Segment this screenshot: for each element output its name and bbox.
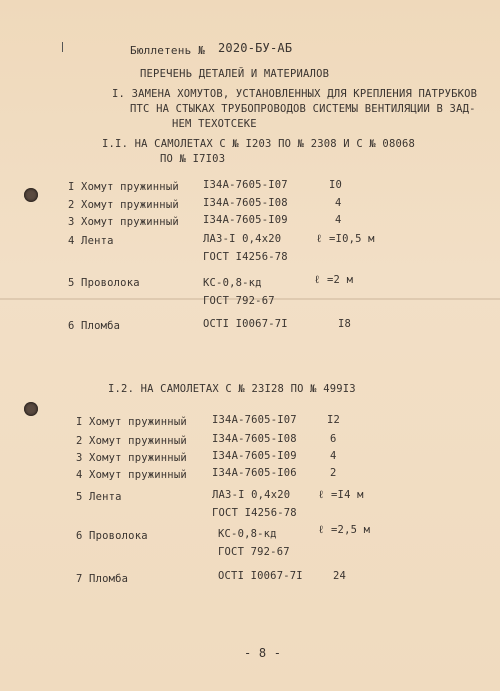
item-name: 3 Хомут пружинный — [68, 216, 179, 228]
item-spec: ЛАЗ-I 0,4х20 — [203, 233, 282, 245]
item-spec: I34А-7605-I09 — [212, 450, 297, 462]
item-qty: I2 — [327, 414, 341, 426]
item-name: 5 Лента — [76, 491, 122, 503]
punch-hole — [24, 188, 38, 202]
subsection-title: ПО № I7I03 — [160, 153, 226, 165]
item-qty: 4 — [330, 450, 337, 462]
item-name: 4 Лента — [68, 235, 114, 247]
item-spec: I34А-7605-I07 — [212, 414, 297, 426]
item-spec: I34А-7605-I08 — [212, 433, 297, 445]
section-title-line: I. ЗАМЕНА ХОМУТОВ, УСТАНОВЛЕННЫХ ДЛЯ КРЕПЛЕНИЯ ПАТРУБКОВ — [112, 88, 478, 100]
item-spec: I34А-7605-I08 — [203, 197, 288, 209]
item-spec: I34А-7605-I09 — [203, 214, 288, 226]
item-name: I Хомут пружинный — [68, 181, 179, 193]
item-qty: I0 — [329, 179, 343, 191]
item-qty: ℓ =2,5 м — [318, 524, 371, 536]
item-qty: ℓ =I0,5 м — [316, 233, 375, 245]
section-title-line: НЕМ ТЕХОТСЕКЕ — [172, 118, 257, 130]
item-name: 7 Пломба — [76, 573, 129, 585]
item-name: 6 Пломба — [68, 320, 121, 332]
item-name: 4 Хомут пружинный — [76, 469, 187, 481]
item-standard: ГОСТ 792-67 — [203, 295, 275, 307]
item-qty: 6 — [330, 433, 337, 445]
item-qty: ℓ =2 м — [314, 274, 354, 286]
page-number: - 8 - — [244, 646, 282, 660]
item-qty: ℓ =I4 м — [318, 489, 364, 501]
item-name: 2 Хомут пружинный — [68, 199, 179, 211]
punch-hole — [24, 402, 38, 416]
section-title-line: ПТС НА СТЫКАХ ТРУБОПРОВОДОВ СИСТЕМЫ ВЕНТИЛЯЦИИ В ЗАД- — [130, 103, 476, 115]
item-name: 2 Хомут пружинный — [76, 435, 187, 447]
item-standard: ГОСТ 792-67 — [218, 546, 290, 558]
item-spec: ЛАЗ-I 0,4х20 — [212, 489, 291, 501]
item-spec: КС-0,8-кд — [218, 528, 277, 540]
item-name: 6 Проволока — [76, 530, 148, 542]
item-qty: 24 — [333, 570, 347, 582]
bulletin-number: 2020-БУ-АБ — [218, 41, 293, 55]
item-name: I Хомут пружинный — [76, 416, 187, 428]
item-spec: КС-0,8-кд — [203, 277, 262, 289]
item-standard: ГОСТ I4256-78 — [203, 251, 288, 263]
item-name: 5 Проволока — [68, 277, 140, 289]
subsection-title: I.2. НА САМОЛЕТАХ С № 23I28 ПО № 499I3 — [108, 383, 356, 395]
item-spec: I34А-7605-I06 — [212, 467, 297, 479]
subsection-title: I.I. НА САМОЛЕТАХ С № I203 ПО № 2308 И С № 08068 — [102, 138, 416, 150]
item-standard: ГОСТ I4256-78 — [212, 507, 297, 519]
item-qty: 4 — [335, 214, 342, 226]
item-name: 3 Хомут пружинный — [76, 452, 187, 464]
item-qty: I8 — [338, 318, 352, 330]
margin-mark — [62, 42, 63, 52]
item-spec: ОСТI I0067-7I — [203, 318, 288, 330]
item-spec: I34А-7605-I07 — [203, 179, 288, 191]
doc-title: ПЕРЕЧЕНЬ ДЕТАЛЕЙ И МАТЕРИАЛОВ — [140, 68, 330, 80]
item-qty: 2 — [330, 467, 337, 479]
bulletin-label: Бюллетень № — [130, 44, 206, 57]
item-qty: 4 — [335, 197, 342, 209]
item-spec: ОСТI I0067-7I — [218, 570, 303, 582]
